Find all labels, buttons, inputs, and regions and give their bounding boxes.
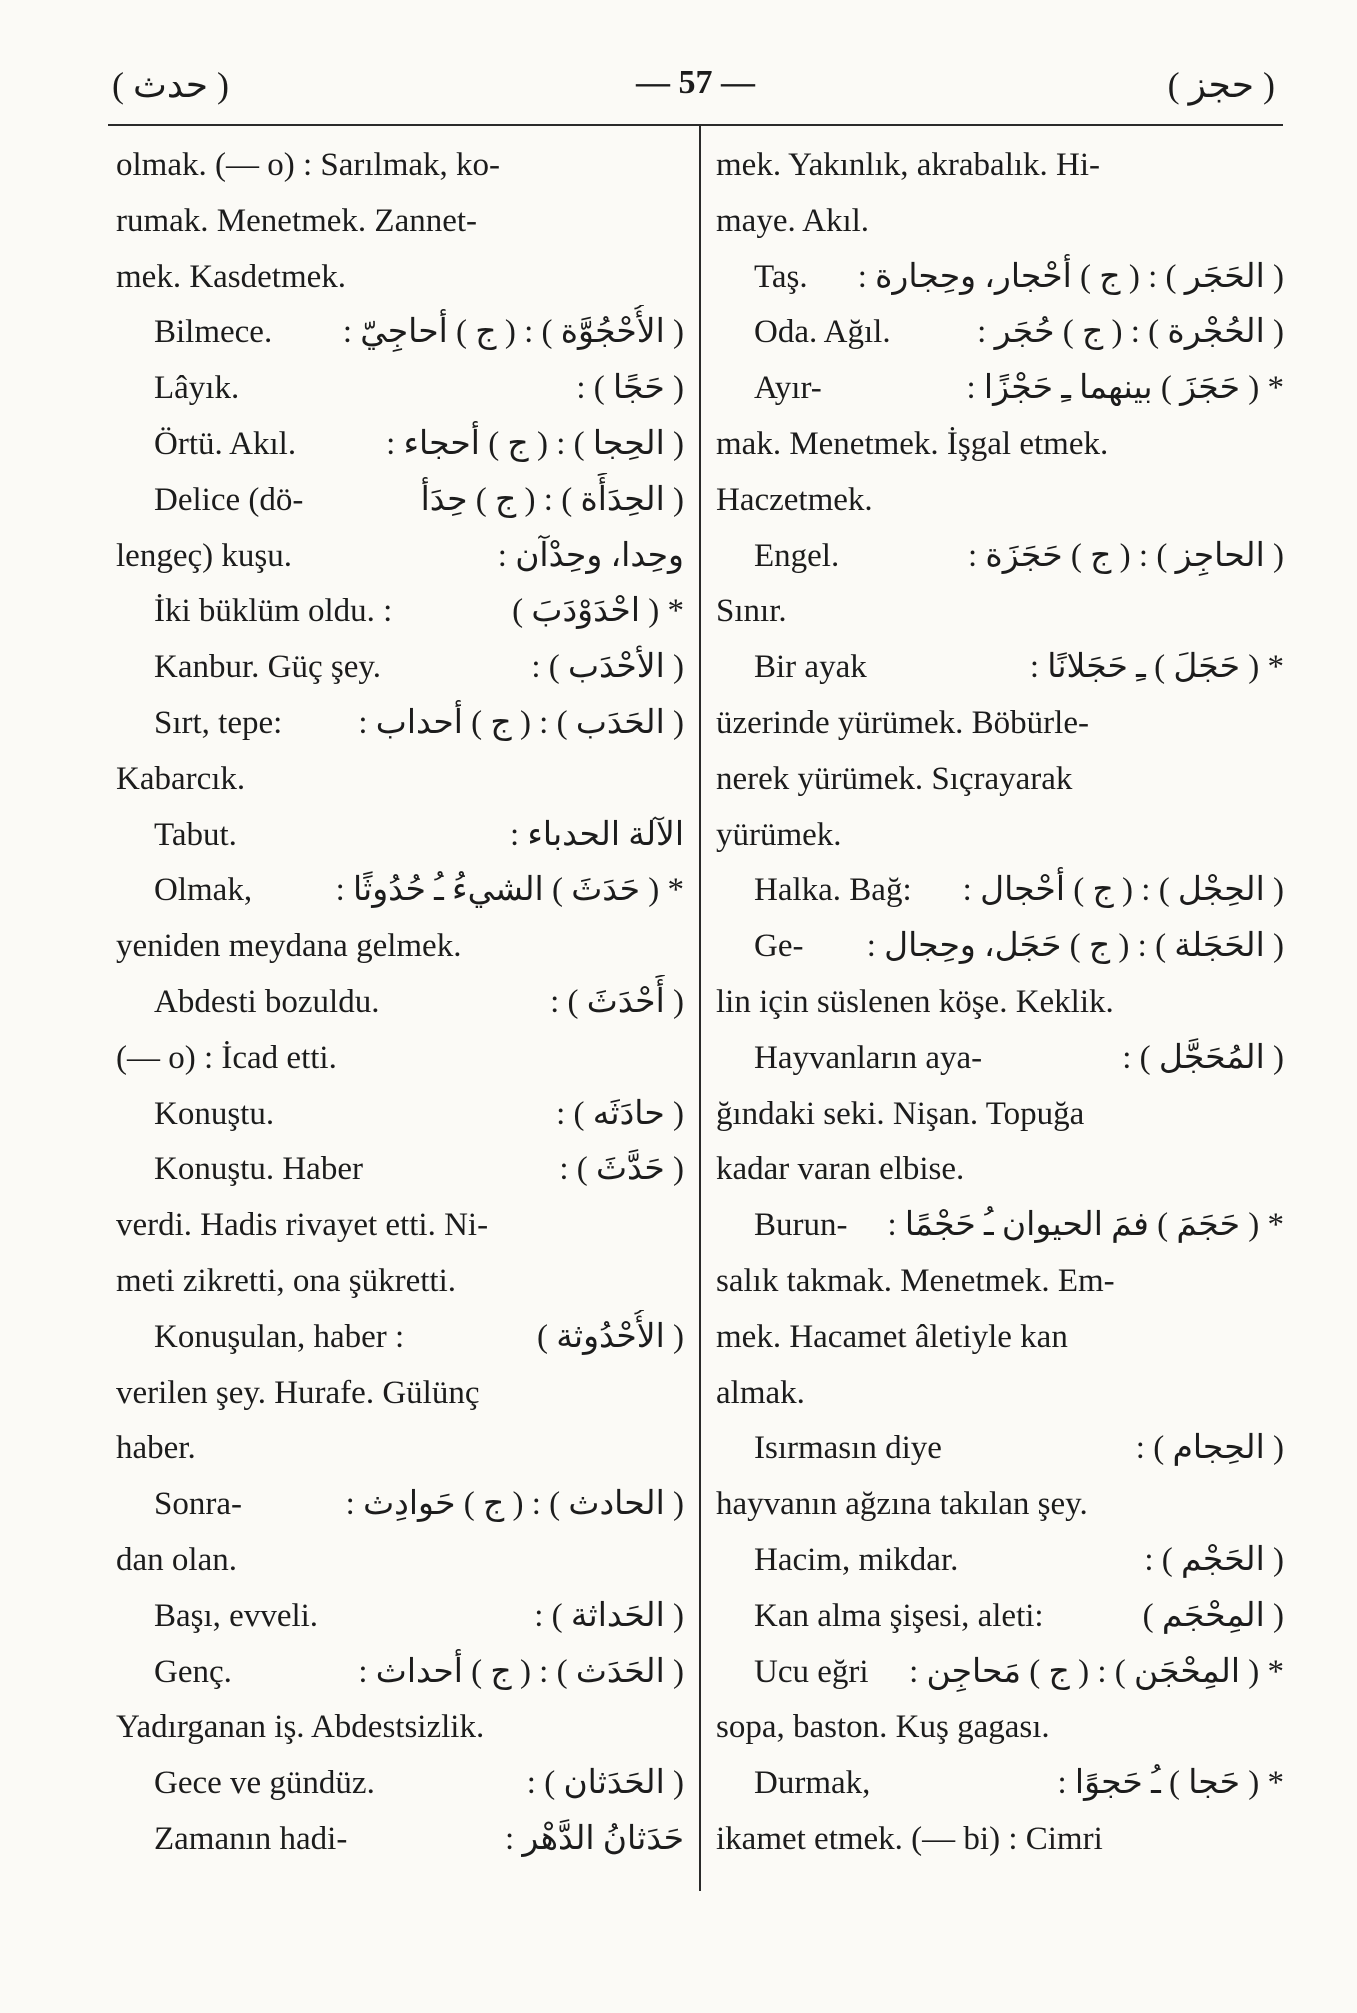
arabic-headword: ( الحِجْل ) : ( ج ) أحْجال : (962, 872, 1284, 909)
dictionary-line (716, 1198, 1284, 1254)
dictionary-line (716, 1700, 1284, 1756)
arabic-headword: وحِدا، وحِدْآن : (497, 537, 684, 574)
arabic-headword: ( الحِجا ) : ( ج ) أحجاء : (386, 425, 684, 462)
dictionary-line (116, 473, 684, 529)
left-guide-word: ( حدث ) (112, 65, 230, 105)
arabic-headword: حَدَثانُ الدَّهْر : (504, 1820, 684, 1857)
turkish-text: Tabut. (154, 816, 237, 853)
arabic-headword: ( الحِدَأَة ) : ( ج ) حِدَأ (420, 481, 684, 518)
dictionary-line (716, 640, 1284, 696)
arabic-headword: ( الحَدَث ) : ( ج ) أحداث : (358, 1653, 684, 1690)
turkish-text: olmak. (— o) : Sarılmak, ko- (116, 147, 501, 183)
dictionary-line (716, 305, 1284, 361)
right-guide-word: ( حجز ) (1167, 65, 1275, 105)
arabic-headword: ( الأُحْجُوَّة ) : ( ج ) أحاجِيّ : (342, 314, 684, 351)
arabic-headword: ( الأُحْدُوثة ) (536, 1318, 684, 1355)
turkish-text: Ayır- (754, 370, 822, 407)
turkish-text: İki büklüm oldu. : (154, 593, 393, 630)
dictionary-line (116, 194, 684, 250)
dictionary-line (716, 975, 1284, 1031)
dictionary-line (116, 1310, 684, 1366)
turkish-text: Zamanın hadi- (154, 1820, 348, 1857)
arabic-headword: * ( حَجَزَ ) بينهما ـِ حَجْزًا : (966, 370, 1284, 407)
dictionary-line (716, 1087, 1284, 1143)
arabic-headword: * ( حَجا ) ـُ حَجوًا : (1057, 1765, 1284, 1802)
turkish-text: Abdesti bozuldu. (154, 983, 380, 1020)
arabic-headword: * ( احْدَوْدَبَ ) (512, 593, 684, 630)
dictionary-line (116, 1366, 684, 1422)
turkish-text: Bir ayak (754, 649, 867, 686)
turkish-text: Kan alma şişesi, aleti: (754, 1597, 1044, 1634)
dictionary-line (716, 696, 1284, 752)
arabic-headword: ( حادَثَه ) : (556, 1095, 684, 1132)
turkish-text: Başı, evveli. (154, 1597, 319, 1634)
dictionary-line (716, 529, 1284, 585)
dictionary-line (716, 808, 1284, 864)
dictionary-line (716, 473, 1284, 529)
turkish-text: Sırt, tepe: (154, 704, 283, 741)
turkish-text: rumak. Menetmek. Zannet- (116, 202, 478, 239)
left-column (116, 138, 684, 1868)
dictionary-line (716, 1589, 1284, 1645)
dictionary-line (716, 1254, 1284, 1310)
dictionary-line (116, 1756, 684, 1812)
dictionary-line (116, 1087, 684, 1143)
dictionary-line (116, 1589, 684, 1645)
arabic-headword: ( الحِجام ) : (1135, 1430, 1284, 1467)
dictionary-line (716, 1812, 1284, 1868)
turkish-text: kadar varan elbise. (716, 1151, 965, 1188)
turkish-text: Taş. (754, 258, 808, 295)
column-divider (699, 126, 701, 1891)
page-number: — 57 — (636, 64, 755, 101)
arabic-headword: ( الحادث ) : ( ج ) حَوادِث : (345, 1486, 684, 1523)
turkish-text: meti zikretti, ona şükretti. (116, 1262, 456, 1299)
dictionary-line (116, 250, 684, 306)
turkish-text: ikamet etmek. (— bi) : Cimri (716, 1820, 1103, 1857)
turkish-text: Ge- (754, 928, 804, 965)
turkish-text: üzerinde yürümek. Böbürle- (716, 704, 1089, 741)
dictionary-line (716, 1366, 1284, 1422)
dictionary-line (116, 305, 684, 361)
dictionary-line (716, 361, 1284, 417)
turkish-text: mek. Hacamet âletiyle kan (716, 1318, 1068, 1355)
turkish-text: Gece ve gündüz. (154, 1765, 375, 1802)
turkish-text: Oda. Ağıl. (754, 314, 891, 351)
arabic-headword: * ( حَدَثَ ) الشيءُ ـُ حُدُوثًا : (335, 872, 684, 909)
arabic-headword: ( الحَجْم ) : (1144, 1541, 1284, 1578)
dictionary-line (716, 417, 1284, 473)
dictionary-line (116, 1254, 684, 1310)
right-column (716, 138, 1284, 1868)
turkish-text: Hayvanların aya- (754, 1039, 983, 1076)
turkish-text: mek. Kasdetmek. (116, 258, 347, 295)
arabic-headword: ( حَدَّثَ ) : (559, 1151, 684, 1188)
turkish-text: hayvanın ağzına takılan şey. (716, 1486, 1088, 1523)
arabic-headword: ( المِحْجَم ) (1142, 1597, 1284, 1634)
turkish-text: sopa, baston. Kuş gagası. (716, 1709, 1050, 1746)
turkish-text: Örtü. Akıl. (154, 425, 297, 462)
turkish-text: Halka. Bağ: (754, 872, 912, 909)
dictionary-line (116, 529, 684, 585)
dictionary-line (116, 919, 684, 975)
turkish-text: Durmak, (754, 1765, 871, 1802)
arabic-headword: ( الحَدَثان ) : (526, 1765, 684, 1802)
arabic-headword: ( حَجًا ) : (576, 370, 684, 407)
dictionary-line (116, 752, 684, 808)
arabic-headword: ( الحَدَب ) : ( ج ) أحداب : (358, 704, 684, 741)
turkish-text: Kanbur. Güç şey. (154, 649, 381, 686)
dictionary-line (116, 1700, 684, 1756)
dictionary-line (716, 1031, 1284, 1087)
turkish-text: dan olan. (116, 1541, 237, 1578)
turkish-text: Sınır. (716, 593, 787, 630)
dictionary-line (716, 1477, 1284, 1533)
dictionary-line (116, 696, 684, 752)
dictionary-line (716, 1421, 1284, 1477)
turkish-text: Konuştu. Haber (154, 1151, 363, 1188)
turkish-text: maye. Akıl. (716, 202, 870, 239)
dictionary-line (716, 1533, 1284, 1589)
turkish-text: haber. (116, 1430, 196, 1467)
dictionary-line (716, 752, 1284, 808)
dictionary-line (116, 808, 684, 864)
turkish-text: lin için süslenen köşe. Keklik. (716, 983, 1114, 1020)
turkish-text: salık takmak. Menetmek. Em- (716, 1262, 1115, 1299)
turkish-text: almak. (716, 1374, 805, 1411)
turkish-text: Ucu eğri (754, 1653, 869, 1690)
turkish-text: ğındaki seki. Nişan. Topuğa (716, 1095, 1085, 1132)
arabic-headword: * ( حَجَلَ ) ـِ حَجَلانًا : (1029, 649, 1284, 686)
dictionary-line (716, 1645, 1284, 1701)
dictionary-line (116, 361, 684, 417)
dictionary-line (716, 250, 1284, 306)
dictionary-line (116, 1645, 684, 1701)
turkish-text: Konuştu. (154, 1095, 275, 1132)
dictionary-line (116, 1421, 684, 1477)
turkish-text: Kabarcık. (116, 760, 246, 797)
turkish-text: nerek yürümek. Sıçrayarak (716, 760, 1073, 797)
dictionary-line (116, 1031, 684, 1087)
dictionary-line (116, 863, 684, 919)
dictionary-line (716, 584, 1284, 640)
dictionary-line (116, 417, 684, 473)
arabic-headword: الآلة الحدباء : (509, 816, 684, 853)
arabic-headword: ( أَحْدَثَ ) : (550, 983, 684, 1020)
arabic-headword: * ( حَجَمَ ) فمَ الحيوان ـُ حَجْمًا : (887, 1207, 1284, 1244)
dictionary-line (116, 584, 684, 640)
dictionary-line (716, 1142, 1284, 1198)
turkish-text: Burun- (754, 1207, 848, 1244)
turkish-text: yeniden meydana gelmek. (116, 928, 462, 965)
arabic-headword: * ( المِحْجَن ) : ( ج ) مَحاجِن : (909, 1653, 1284, 1690)
dictionary-line (716, 194, 1284, 250)
turkish-text: mek. Yakınlık, akrabalık. Hi- (716, 147, 1101, 183)
dictionary-line (116, 138, 684, 194)
turkish-text: Sonra- (154, 1486, 242, 1523)
dictionary-line (116, 1477, 684, 1533)
turkish-text: Bilmece. (154, 314, 273, 351)
turkish-text: Isırmasın diye (754, 1430, 942, 1467)
dictionary-line (116, 640, 684, 696)
turkish-text: Haczetmek. (716, 481, 873, 518)
arabic-headword: ( الحُجْرة ) : ( ج ) حُجَر : (977, 314, 1284, 351)
arabic-headword: ( الأحْدَب ) : (531, 649, 684, 686)
dictionary-line (716, 1310, 1284, 1366)
arabic-headword: ( الحاجِز ) : ( ج ) حَجَزَة : (968, 537, 1284, 574)
dictionary-line (716, 919, 1284, 975)
dictionary-line (116, 1142, 684, 1198)
turkish-text: Lâyık. (154, 370, 240, 407)
arabic-headword: ( الحَجَر ) : ( ج ) أحْجار، وحِجارة : (857, 258, 1284, 295)
turkish-text: Olmak, (154, 872, 253, 909)
arabic-headword: ( الحَجَلة ) : ( ج ) حَجَل، وحِجال : (866, 928, 1284, 965)
turkish-text: verilen şey. Hurafe. Gülünç (116, 1374, 480, 1411)
dictionary-line (716, 1756, 1284, 1812)
dictionary-line (116, 975, 684, 1031)
dictionary-line (716, 863, 1284, 919)
turkish-text: mak. Menetmek. İşgal etmek. (716, 425, 1109, 462)
turkish-text: Engel. (754, 537, 840, 574)
dictionary-line (716, 138, 1284, 194)
page-header (108, 58, 1283, 122)
dictionary-line (116, 1812, 684, 1868)
header-rule (108, 124, 1283, 126)
arabic-headword: ( المُحَجَّل ) : (1122, 1039, 1284, 1076)
dictionary-line (116, 1533, 684, 1589)
turkish-text: Konuşulan, haber : (154, 1318, 405, 1355)
turkish-text: verdi. Hadis rivayet etti. Ni- (116, 1207, 489, 1244)
turkish-text: Genç. (154, 1653, 232, 1690)
turkish-text: (— o) : İcad etti. (116, 1039, 337, 1076)
turkish-text: Hacim, mikdar. (754, 1541, 959, 1578)
turkish-text: lengeç) kuşu. (116, 537, 292, 574)
turkish-text: Delice (dö- (154, 481, 304, 518)
turkish-text: Yadırganan iş. Abdestsizlik. (116, 1709, 485, 1746)
turkish-text: yürümek. (716, 816, 842, 853)
arabic-headword: ( الحَداثة ) : (534, 1597, 684, 1634)
dictionary-line (116, 1198, 684, 1254)
